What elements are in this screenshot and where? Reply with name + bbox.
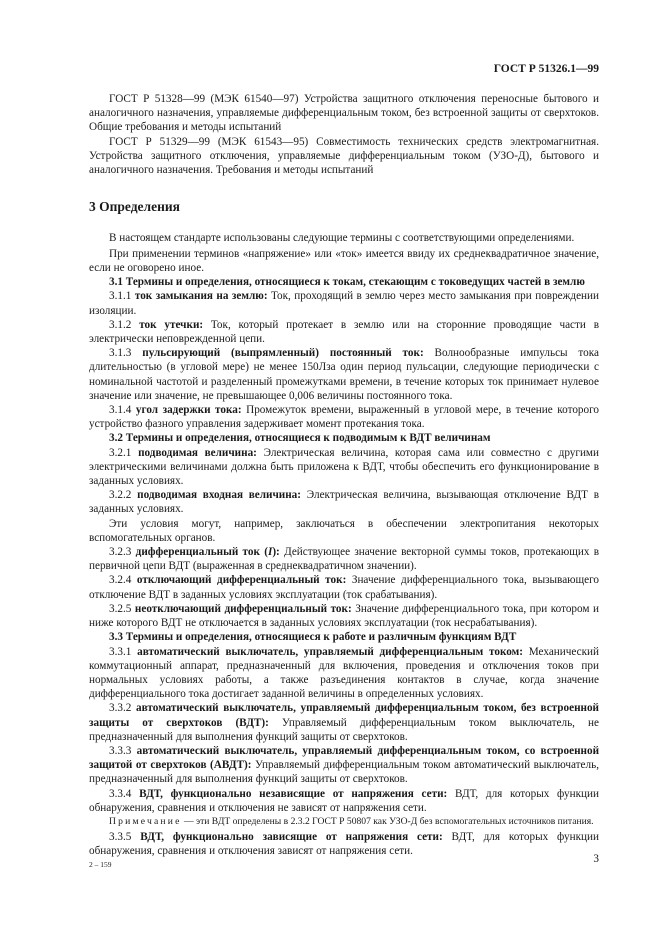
- definition-number: 3.1.2: [109, 318, 140, 331]
- definition-3-1-3: [89, 346, 599, 403]
- definition-term: ток замыкания на землю:: [134, 290, 268, 303]
- intro-paragraph: В настоящем стандарте использованы следующие термины с соответствующими определениями.: [109, 232, 575, 245]
- reference-item: ГОСТ Р 51328—99 (МЭК 61540—97) Устройства защитного отключения переносные бытового и аналогичного назначения, управляемые дифференциальным током, без встроенной защиты от сверхтоков. Общие требования и методы испытаний: [89, 93, 599, 134]
- subsection-heading: 3.2 Термины и определения, относящиеся к подводимым к ВДТ величинам: [109, 432, 491, 445]
- subsection-heading: 3.1 Термины и определения, относящиеся к токам, стекающим с токоведущих частей в землю: [109, 276, 585, 289]
- definition-number: 3.2.5: [109, 602, 135, 615]
- definition-3-1-1: [89, 289, 599, 317]
- definition-number: 3.2.4: [109, 574, 137, 587]
- definition-text: Ток, который протекает в землю или на сторонние проводящие части в электрически неповрежденной цепи.: [89, 318, 600, 346]
- definition-text: Электрическая величина, которая сама или совместно с другими электрическими величинами должна быть приложена к ВДТ, чтобы обеспечить его функционирование в заданных условиях.: [89, 446, 599, 488]
- definition-term: ВДТ, функционально независящие от напряжения сети:: [139, 787, 448, 800]
- definition-term: автоматический выключатель, управляемый дифференциальным током, без встроенной защиты от сверхтоков (ВДТ):: [89, 702, 599, 729]
- definition-number: 3.1.3: [109, 347, 143, 360]
- note-paragraph: [89, 816, 599, 829]
- definition-term: автоматический выключатель, управляемый дифференциальным током, со встроенной защитой от сверхтоков (АВДТ):: [89, 744, 600, 772]
- definition-number: 3.3.2: [109, 702, 136, 715]
- definition-number: 3.2.2: [109, 489, 138, 502]
- definition-text: Электрическая величина, вызывающая отключение ВДТ в заданных условиях.: [89, 489, 600, 516]
- reference-item: ГОСТ Р 51329—99 (МЭК 61543—95) Совместимость технических средств электромагнитная. Устройства защитного отключения, управляемые дифференциальным током (УЗО-Д), бытового и аналогичного назначения. Требования и методы испытаний: [89, 135, 599, 177]
- definition-3-2-4: [89, 573, 599, 601]
- definition-text: Управляемый дифференциальным током автоматический выключатель, предназначенный для выполнения функций защиты от сверхтоков.: [89, 759, 600, 786]
- definition-text: Ток, проходящий в землю через место замыкания при повреждении изоляции.: [89, 290, 599, 317]
- definition-text: Промежуток времени, выраженный в угловой мере, в течение которого устройство фазного управления задерживает момент протекания тока.: [89, 404, 600, 431]
- footer-code: 2 – 159: [89, 860, 112, 869]
- definition-text: ВДТ, для которых функции обнаружения, сравнения и отключения зависят от напряжения сети.: [89, 830, 599, 858]
- definition-3-1-4: [89, 403, 599, 431]
- definition-term: дифференциальный ток (: [135, 546, 268, 559]
- definition-number: 3.1.4: [109, 404, 136, 417]
- definition-text: Механический коммутационный аппарат, предназначенный для включения, проведения и отключения токов при нормальных условиях работы, а также разъединения контактов в случае, когда значение дифференциального тока достигает заданной величины в определенных условиях.: [89, 645, 600, 701]
- definition-text: Волнообразные импульсы тока длительностью (в угловой мере) не менее 150Лза один период пульсации, следующие периодически с номинальной частотой и разделенный промежутками времени, в течение которых ток принимает нулевое значение или значение, не превышающее 0,006 величины постоянного тока.: [89, 347, 599, 402]
- definition-3-3-5: [89, 830, 599, 858]
- definition-term: ВДТ, функционально зависящие от напряжения сети:: [140, 830, 443, 843]
- definition-number: 3.2.3: [109, 546, 136, 559]
- definition-term: неотключающий дифференциальный ток:: [134, 602, 352, 615]
- section-title: 3 Определения: [89, 199, 180, 215]
- definition-term: угол задержки тока:: [135, 404, 242, 417]
- definition-3-3-4: [89, 787, 599, 815]
- subsection-heading: 3.3 Термины и определения, относящиеся к работе и различным функциям ВДТ: [109, 631, 517, 644]
- definition-3-2-1: [89, 446, 599, 489]
- document-code-header: ГОСТ Р 51326.1—99: [493, 63, 599, 75]
- definition-term: ток утечки:: [139, 318, 204, 331]
- definition-term: отключающий дифференциальный ток:: [136, 574, 347, 587]
- definition-number: 3.1.1: [109, 290, 135, 303]
- definition-number: 3.3.1: [109, 645, 138, 658]
- page-number: 3: [593, 853, 599, 865]
- definition-3-3-2: [89, 701, 599, 744]
- note-text: — эти ВДТ определены в 2.3.2 ГОСТ Р 50807 как УЗО-Д без вспомогательных источников питания.: [181, 815, 594, 827]
- definition-3-2-2: [89, 488, 599, 516]
- definition-text: Управляемый дифференциальным током выключатель, не предназначенный для выполнения функций защиты от сверхтоков.: [89, 716, 599, 743]
- intro-paragraph: При применении терминов «напряжение» или «ток» имеется ввиду их среднеквадратичное значение, если не оговорено иное.: [89, 247, 599, 275]
- definition-text: Значение дифференциального тока, при котором и ниже которого ВДТ не отключается в заданных условиях эксплуатации (ток несрабатывания).: [89, 602, 599, 630]
- definition-3-2-2-continuation: Эти условия могут, например, заключаться в обеспечении электропитания некоторых вспомогательных органов.: [89, 517, 599, 544]
- definition-3-1-2: [89, 318, 599, 346]
- definition-text: Действующее значение векторной суммы токов, протекающих в первичной цепи ВДТ (выраженная в среднеквадратичном значении).: [89, 546, 599, 573]
- definition-term: подводимая входная величина:: [137, 489, 302, 502]
- definition-term: подводимая величина:: [138, 446, 257, 459]
- definition-3-3-3: [89, 744, 599, 787]
- definition-number: 3.2.1: [109, 446, 139, 459]
- definition-number: 3.3.5: [109, 830, 141, 843]
- definition-number: 3.3.3: [109, 744, 137, 757]
- definition-text: Значение дифференциального тока, вызывающего отключение ВДТ в заданных условиях эксплуатации (ток срабатывания).: [89, 574, 599, 601]
- current-symbol: I: [267, 546, 273, 559]
- definition-term: автоматический выключатель, управляемый дифференциальным током:: [137, 645, 523, 658]
- definition-number: 3.3.4: [109, 787, 140, 800]
- definition-3-2-3: [89, 545, 599, 573]
- note-label: Примечание: [109, 815, 182, 827]
- definition-text: ВДТ, для которых функции обнаружения, сравнения и отключения не зависят от напряжения сети.: [89, 787, 599, 814]
- definition-3-3-1: [89, 645, 599, 702]
- definition-3-2-5: [89, 602, 599, 630]
- definition-term: пульсирующий (выпрямленный) постоянный ток:: [142, 347, 424, 360]
- definition-term-end: ):: [272, 546, 280, 559]
